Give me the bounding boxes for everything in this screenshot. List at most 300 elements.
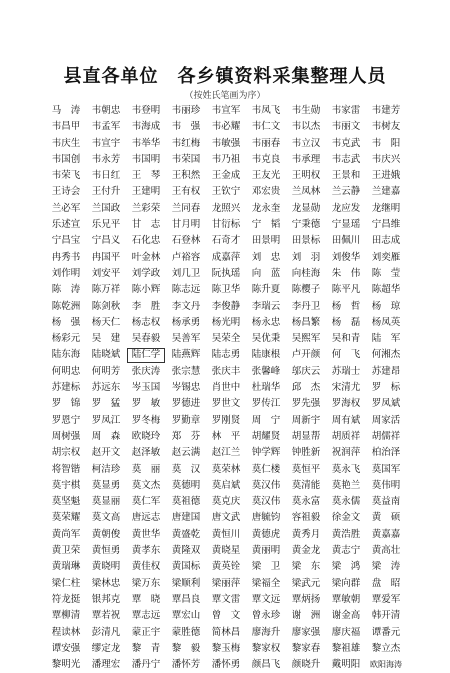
name-entry: 罗 敏 xyxy=(131,398,161,410)
name-entry: 石登林 xyxy=(171,235,201,247)
name-entry: 蒙胜德 xyxy=(171,626,201,638)
name-entry: 宁显瑶 xyxy=(331,219,361,231)
name-entry: 韦丽春 xyxy=(251,137,281,149)
name-entry: 杨天仁 xyxy=(91,316,121,328)
name-entry: 陈卫华 xyxy=(211,284,241,296)
name-entry: 覃若祝 xyxy=(91,610,121,622)
name-entry: 黄佳权 xyxy=(131,561,161,573)
name-entry: 戴明阳 xyxy=(331,659,361,671)
name-entry: 李瑞云 xyxy=(251,300,281,312)
name-entry: 韦乃祖 xyxy=(211,153,241,165)
name-entry: 莫文杰 xyxy=(131,479,161,491)
name-entry: 黎 青 xyxy=(131,642,161,654)
name-entry: 韦登明 xyxy=(131,105,161,116)
name-row xyxy=(46,576,406,592)
name-entry: 赵江兰 xyxy=(211,447,241,459)
name-entry: 田景明 xyxy=(251,235,281,247)
name-entry: 梁 涛 xyxy=(371,561,401,573)
name-entry: 韦荣国 xyxy=(171,153,201,165)
name-entry: 甘 志 xyxy=(131,219,161,231)
name-entry: 周新宇 xyxy=(291,414,321,426)
name-entry: 黄志宁 xyxy=(331,545,361,557)
name-entry: 刘奕雁 xyxy=(371,251,401,263)
name-entry: 唐远志 xyxy=(131,512,161,524)
name-entry: 黄德虎 xyxy=(251,528,281,540)
name-entry: 陈樱子 xyxy=(291,284,321,296)
name-entry: 刘安平 xyxy=(91,267,121,279)
name-entry: 乐兄平 xyxy=(91,219,121,231)
name-entry: 宁昌维 xyxy=(371,219,401,231)
name-entry: 莫汉伟 xyxy=(251,479,281,491)
name-entry: 莫文高 xyxy=(91,512,121,524)
name-row xyxy=(46,201,406,217)
name-entry: 宁昌宝 xyxy=(51,235,81,247)
name-entry: 梁 卫 xyxy=(251,561,281,573)
name-entry: 王明权 xyxy=(291,170,321,182)
name-entry: 韦昌甲 xyxy=(51,121,81,133)
name-entry: 韦仁文 xyxy=(251,121,281,133)
name-row xyxy=(46,315,406,331)
name-entry: 韦丽文 xyxy=(331,121,361,133)
name-entry: 黄瑞琳 xyxy=(51,561,81,573)
name-entry: 柯洁珍 xyxy=(91,463,121,475)
name-entry: 陈志远 xyxy=(171,284,201,296)
name-entry: 韦庆生 xyxy=(51,137,81,149)
name-entry: 韦红梅 xyxy=(171,137,201,149)
name-row xyxy=(46,217,406,233)
name-entry: 韦凤飞 xyxy=(251,105,281,116)
name-entry: 韦永芳 xyxy=(91,153,121,165)
name-entry: 覃昌良 xyxy=(171,593,201,605)
name-entry: 莫永富 xyxy=(291,496,321,508)
name-entry: 甘衍标 xyxy=(211,219,241,231)
name-entry: 兰国政 xyxy=(91,202,121,214)
name-entry: 杨志权 xyxy=(131,316,161,328)
name-entry: 梁 东 xyxy=(291,561,321,573)
name-entry: 黎 毅 xyxy=(171,642,201,654)
name-entry: 吴和青 xyxy=(331,333,361,345)
name-entry: 吴善军 xyxy=(171,333,201,345)
name-row xyxy=(46,429,406,445)
name-entry: 韦必耀 xyxy=(211,121,241,133)
name-entry: 莫德明 xyxy=(171,479,201,491)
name-entry: 龙继明 xyxy=(371,202,401,214)
name-entry: 田志成 xyxy=(371,235,401,247)
name-entry: 刘俊华 xyxy=(331,251,361,263)
name-entry: 莫启斌 xyxy=(211,479,241,491)
page-title: 县直各单位 各乡镇资料采集整理人员 xyxy=(63,66,387,87)
name-entry: 李丹卫 xyxy=(291,300,321,312)
name-entry: 韦志武 xyxy=(331,153,361,165)
name-entry: 吴优秉 xyxy=(251,333,281,345)
name-row xyxy=(46,233,406,249)
name-entry: 黄孝东 xyxy=(131,545,161,557)
name-entry: 黄朝俊 xyxy=(91,528,121,540)
name-entry: 陈超华 xyxy=(371,284,401,296)
name-entry: 覃爱军 xyxy=(371,593,401,605)
name-entry: 杨 琼 xyxy=(371,300,401,312)
name-entry: 向桂海 xyxy=(291,267,321,279)
name-entry: 龙显勋 xyxy=(291,202,321,214)
name-entry: 潘丹宁 xyxy=(131,659,161,671)
name-entry: 韦克良 xyxy=(251,153,281,165)
name-entry: 黄卫荣 xyxy=(51,545,81,557)
name-entry: 莫仁军 xyxy=(131,496,161,508)
name-entry: 韦树友 xyxy=(371,121,401,133)
name-entry: 王 琴 xyxy=(131,170,161,182)
name-entry: 莫祖德 xyxy=(171,496,201,508)
name-entry: 赵云满 xyxy=(171,447,201,459)
name-entry: 程读林 xyxy=(51,626,81,638)
name-entry: 何明芳 xyxy=(91,365,121,377)
name-entry: 曾 文 xyxy=(211,610,241,622)
name-entry: 苏建标 xyxy=(51,382,81,394)
name-entry: 黄嘉嘉 xyxy=(371,528,401,540)
name-entry: 莫汉伟 xyxy=(251,496,281,508)
name-row xyxy=(46,559,406,575)
name-entry: 黄盛乾 xyxy=(171,528,201,540)
name-entry: 甘月明 xyxy=(171,219,201,231)
name-entry: 罗凤江 xyxy=(91,414,121,426)
name-entry: 朱 伟 xyxy=(331,267,361,279)
name-entry: 黄尚军 xyxy=(51,528,81,540)
name-entry: 梁林忠 xyxy=(91,577,121,589)
name-entry: 曾永珍 xyxy=(251,610,281,622)
name-entry: 廖家强 xyxy=(291,626,321,638)
name-row xyxy=(46,396,406,412)
name-entry: 韦克武 xyxy=(331,137,361,149)
name-entry: 杨 哲 xyxy=(331,300,361,312)
name-entry: 苏瑞士 xyxy=(331,365,361,377)
page-subtitle: （按姓氏笔画为序） xyxy=(184,91,266,101)
name-entry: 蒙正宇 xyxy=(131,626,161,638)
name-entry: 韦荣飞 xyxy=(51,170,81,182)
name-entry: 黄秀月 xyxy=(291,528,321,540)
name-entry: 容祖毅 xyxy=(291,512,321,524)
name-entry: 覃志远 xyxy=(131,610,161,622)
name-entry: 刘 忠 xyxy=(251,251,281,263)
name-entry: 罗凤斌 xyxy=(371,398,401,410)
name-entry: 盘 昭 xyxy=(371,577,401,589)
name-entry: 潘怀芳 xyxy=(171,659,201,671)
name-row xyxy=(46,266,406,282)
name-entry: 阮执瑶 xyxy=(211,267,241,279)
name-entry: 唐文武 xyxy=(211,512,241,524)
name-entry: 王钦宁 xyxy=(211,186,241,198)
name-entry: 王有权 xyxy=(171,186,201,198)
name-row xyxy=(46,462,406,478)
name-entry: 黄晓星 xyxy=(211,545,241,557)
name-entry: 邓宏贵 xyxy=(251,186,281,198)
name-entry: 叶金林 xyxy=(131,251,161,263)
name-entry: 王金成 xyxy=(211,170,241,182)
name-entry: 吴 建 xyxy=(91,333,121,345)
name-entry: 梁武元 xyxy=(291,577,321,589)
name-entry: 黎祖雄 xyxy=(331,642,361,654)
name-entry: 梁 鸿 xyxy=(331,561,361,573)
name-row xyxy=(46,494,406,510)
name-row xyxy=(46,347,406,363)
name-entry: 胡显帮 xyxy=(291,430,321,442)
name-entry: 罗传江 xyxy=(251,398,281,410)
name-entry: 韦以杰 xyxy=(291,121,321,133)
name-entry: 罗冬梅 xyxy=(131,414,161,426)
name-entry: 莫克庆 xyxy=(211,496,241,508)
name-entry: 黄高壮 xyxy=(371,545,401,557)
name-entry: 唐毓钧 xyxy=(251,512,281,524)
name-row xyxy=(46,641,406,657)
name-entry: 黄丽明 xyxy=(251,545,281,557)
name-entry: 谭番元 xyxy=(371,626,401,638)
name-entry: 赵泽敏 xyxy=(131,447,161,459)
name-entry: 谢金高 xyxy=(331,610,361,622)
name-entry: 龙应发 xyxy=(331,202,361,214)
name-entry: 张庆丰 xyxy=(211,365,241,377)
name-entry: 韦 阳 xyxy=(371,137,401,149)
name-entry: 韦国明 xyxy=(131,153,161,165)
name-entry: 邬庆云 xyxy=(291,365,321,377)
name-entry: 何明忠 xyxy=(51,365,81,377)
name-entry: 钟胜新 xyxy=(291,447,321,459)
name-entry: 陈 莹 xyxy=(371,267,401,279)
name-entry: 韦朝忠 xyxy=(91,105,121,116)
name-entry: 黄世华 xyxy=(131,528,161,540)
name-entry: 邱 杰 xyxy=(291,382,321,394)
name-entry: 廖海升 xyxy=(251,626,281,638)
name-entry: 林 平 xyxy=(211,430,241,442)
name-entry: 黄 硕 xyxy=(371,512,401,524)
name-entry: 张馨峰 xyxy=(251,365,281,377)
name-entry: 李 胜 xyxy=(131,300,161,312)
name-entry: 兰云静 xyxy=(331,186,361,198)
name-entry: 梁丽萍 xyxy=(211,577,241,589)
name-entry: 廖庆福 xyxy=(331,626,361,638)
name-entry: 陆仁学 xyxy=(126,347,166,363)
name-entry: 周家活 xyxy=(371,414,401,426)
name-entry: 吴春毅 xyxy=(131,333,161,345)
name-entry: 刘作明 xyxy=(51,267,81,279)
name-entry: 莫永飞 xyxy=(331,463,361,475)
name-entry: 罗 猛 xyxy=(91,398,121,410)
name-entry: 兰必军 xyxy=(51,202,81,214)
name-entry: 吴熙军 xyxy=(291,333,321,345)
name-entry: 颜昌飞 xyxy=(251,659,281,671)
name-entry: 周 宁 xyxy=(251,414,281,426)
name-entry: 陆晓斌 xyxy=(91,349,121,361)
name-entry: 黎家权 xyxy=(251,642,281,654)
name-entry: 张宗慧 xyxy=(171,365,201,377)
name-entry: 覃文雷 xyxy=(211,593,241,605)
name-entry: 胡耀贤 xyxy=(251,430,281,442)
name-entry: 杨 强 xyxy=(51,316,81,328)
name-entry: 梁仁柱 xyxy=(51,577,81,589)
name-row xyxy=(46,331,406,347)
name-entry: 刘学政 xyxy=(131,267,161,279)
name-entry: 黄英铨 xyxy=(211,561,241,573)
name-row xyxy=(46,543,406,559)
name-entry: 韦海成 xyxy=(131,121,161,133)
name-entry: 符龙挺 xyxy=(51,593,81,605)
name-entry: 罗世文 xyxy=(211,398,241,410)
name-entry: 陈升夏 xyxy=(251,284,281,296)
name-entry: 吴荣全 xyxy=(211,333,241,345)
name-entry: 冉秀书 xyxy=(51,251,81,263)
name-entry: 莫恒平 xyxy=(291,463,321,475)
name-entry: 莫宇棋 xyxy=(51,479,81,491)
name-row xyxy=(46,592,406,608)
name-entry: 韦孟军 xyxy=(91,121,121,133)
name-entry: 覃文远 xyxy=(251,593,281,605)
name-entry: 王建明 xyxy=(131,186,161,198)
name-row xyxy=(46,380,406,396)
name-entry: 宁 韬 xyxy=(251,219,281,231)
name-entry: 缪定龙 xyxy=(91,642,121,654)
name-entry: 李文丹 xyxy=(171,300,201,312)
name-entry: 韦立汉 xyxy=(291,137,321,149)
name-entry: 黎明光 xyxy=(51,659,81,671)
name-entry: 黎立杰 xyxy=(371,642,401,654)
name-entry: 罗勤章 xyxy=(171,414,201,426)
name-entry: 杨光明 xyxy=(211,316,241,328)
name-row xyxy=(46,625,406,641)
name-entry: 宋清尤 xyxy=(331,382,361,394)
name-entry: 卢裕容 xyxy=(171,251,201,263)
name-entry: 彭清凡 xyxy=(91,626,121,638)
name-entry: 杜瑞华 xyxy=(251,382,281,394)
name-entry: 张庆涛 xyxy=(131,365,161,377)
name-entry: 黎玉梅 xyxy=(211,642,241,654)
name-entry: 周有斌 xyxy=(331,414,361,426)
name-entry: 韦 强 xyxy=(171,121,201,133)
name-entry: 莫坚魁 xyxy=(51,496,81,508)
name-entry: 梁向群 xyxy=(331,577,361,589)
name-entry: 韦宣军 xyxy=(211,105,241,116)
name-entry: 杨彩元 xyxy=(51,333,81,345)
name-entry: 韦国创 xyxy=(51,153,81,165)
name-entry: 莫荣耀 xyxy=(51,512,81,524)
name-entry: 梁顺利 xyxy=(171,577,201,589)
name-entry: 韦庆兴 xyxy=(371,153,401,165)
name-entry: 陆康根 xyxy=(251,349,281,361)
name-entry: 岑玉国 xyxy=(131,382,161,394)
name-entry: 刘几卫 xyxy=(171,267,201,279)
name-entry: 田景标 xyxy=(291,235,321,247)
name-entry: 唐建国 xyxy=(171,512,201,524)
name-entry: 胡质祥 xyxy=(331,430,361,442)
name-row xyxy=(46,184,406,200)
name-entry: 兰建嘉 xyxy=(371,186,401,198)
name-row xyxy=(46,282,406,298)
name-entry: 柏治泽 xyxy=(371,447,401,459)
name-entry: 郑 芬 xyxy=(171,430,201,442)
name-entry: 罗恩宁 xyxy=(51,414,81,426)
name-entry: 罗 锦 xyxy=(51,398,81,410)
name-entry: 陆志勇 xyxy=(211,349,241,361)
name-entry: 韩开清 xyxy=(371,610,401,622)
name-entry: 杨永忠 xyxy=(251,316,281,328)
name-entry: 梁万东 xyxy=(131,577,161,589)
name-entry: 徐金文 xyxy=(331,512,361,524)
name-entry: 祝润萍 xyxy=(331,447,361,459)
name-entry: 韦建芳 xyxy=(371,105,401,116)
name-entry: 韦生勋 xyxy=(291,105,321,116)
name-entry: 杨承勇 xyxy=(171,316,201,328)
name-entry: 潘怀勇 xyxy=(211,659,241,671)
name-entry: 陈小辉 xyxy=(131,284,161,296)
name-entry: 石奇才 xyxy=(211,235,241,247)
name-entry: 颜晓升 xyxy=(291,659,321,671)
name-entry: 杨凤英 xyxy=(371,316,401,328)
name-entry: 罗 标 xyxy=(371,382,401,394)
name-entry: 罗先强 xyxy=(291,398,321,410)
name-entry: 王进娥 xyxy=(371,170,401,182)
name-entry: 王积然 xyxy=(171,170,201,182)
name-entry: 罗刚贤 xyxy=(211,414,241,426)
name-entry: 周 森 xyxy=(91,430,121,442)
name-entry: 将智锴 xyxy=(51,463,81,475)
name-row xyxy=(46,168,406,184)
name-entry: 梁福全 xyxy=(251,577,281,589)
name-entry: 谢 洲 xyxy=(291,610,321,622)
name-entry: 田佩川 xyxy=(331,235,361,247)
name-entry: 莫益南 xyxy=(371,496,401,508)
name-entry: 赵开文 xyxy=(91,447,121,459)
name-entry: 何 飞 xyxy=(331,349,361,361)
name-entry: 兰凤林 xyxy=(291,186,321,198)
name-entry: 刘 羽 xyxy=(291,251,321,263)
name-entry: 韦宣宇 xyxy=(91,137,121,149)
name-list xyxy=(46,103,406,673)
name-entry: 宁昌义 xyxy=(91,235,121,247)
name-entry: 向 蓝 xyxy=(251,267,281,279)
name-entry: 黄恒川 xyxy=(211,528,241,540)
name-entry: 黄晓明 xyxy=(91,561,121,573)
name-entry: 韦敏强 xyxy=(211,137,241,149)
name-row xyxy=(46,657,406,673)
name-row xyxy=(46,510,406,526)
name-row xyxy=(46,478,406,494)
name-row xyxy=(46,119,406,135)
name-entry: 陈乾洲 xyxy=(51,300,81,312)
name-entry: 石化忠 xyxy=(131,235,161,247)
name-entry: 乐述宣 xyxy=(51,219,81,231)
name-entry: 莫永儒 xyxy=(331,496,361,508)
name-row xyxy=(46,364,406,380)
name-entry: 苏远东 xyxy=(91,382,121,394)
name-entry: 银邦克 xyxy=(91,593,121,605)
name-entry: 莫 汉 xyxy=(171,463,201,475)
name-entry: 王友光 xyxy=(251,170,281,182)
name-entry: 成嘉萍 xyxy=(211,251,241,263)
name-entry: 卢开颜 xyxy=(291,349,321,361)
name-row xyxy=(46,413,406,429)
name-entry: 莫国军 xyxy=(371,463,401,475)
name-entry: 冉国平 xyxy=(91,251,121,263)
name-entry: 宁秉德 xyxy=(291,219,321,231)
name-entry: 覃炳扬 xyxy=(291,593,321,605)
name-entry: 莫显丽 xyxy=(91,496,121,508)
name-entry: 黄恒勇 xyxy=(91,545,121,557)
name-entry: 杨昌繁 xyxy=(291,316,321,328)
name-entry: 陆东海 xyxy=(51,349,81,361)
name-entry: 莫仁楼 xyxy=(251,463,281,475)
name-entry: 李俊静 xyxy=(211,300,241,312)
name-entry: 谭安强 xyxy=(51,642,81,654)
name-entry: 陈万祥 xyxy=(91,284,121,296)
name-entry: 王诗会 xyxy=(51,186,81,198)
name-entry: 陈平凡 xyxy=(331,284,361,296)
name-row xyxy=(46,103,406,119)
